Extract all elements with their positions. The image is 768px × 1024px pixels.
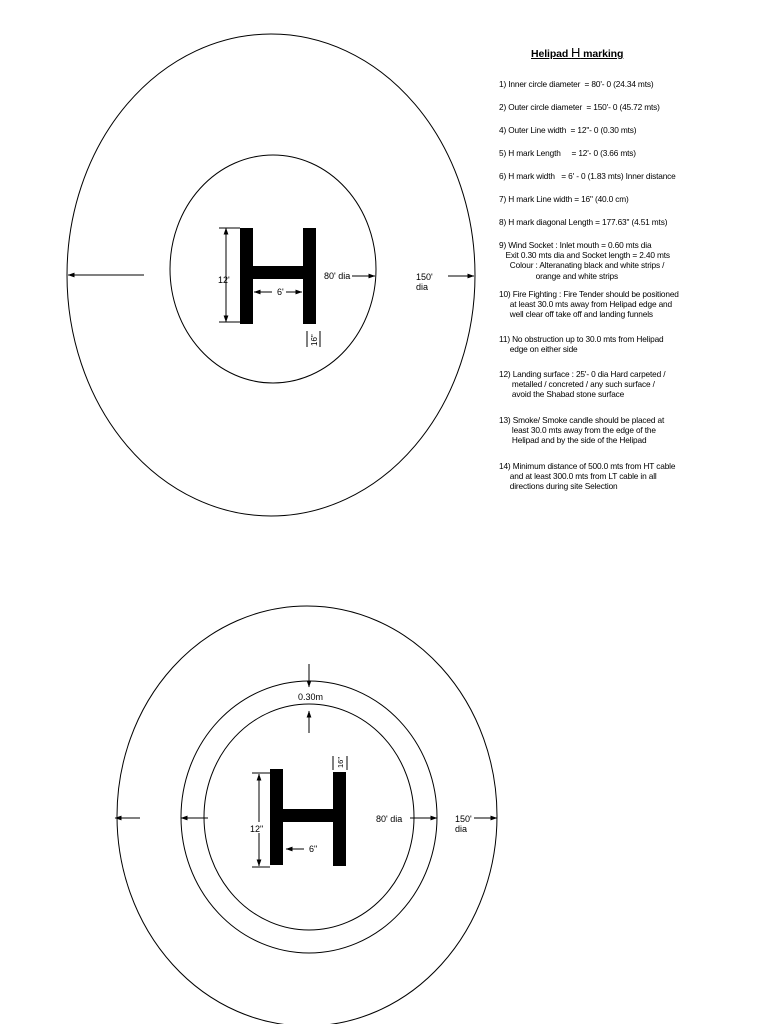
- helipad-diagram-2: [115, 606, 497, 1024]
- note-item: 10) Fire Fighting : Fire Tender should be positioned at least 30.0 mts away from Helipad edge and well clear off take off and landing funnels: [499, 289, 679, 320]
- title-suffix: marking: [580, 48, 624, 60]
- outer-dia-label-2: dia: [416, 282, 429, 292]
- h-right-bar: [303, 228, 316, 324]
- note-item: 13) Smoke/ Smoke candle should be placed at least 30.0 mts away from the edge of the Helipad and by the side of the Helipad: [499, 415, 665, 446]
- h-left-bar: [270, 769, 283, 865]
- note-item: 11) No obstruction up to 30.0 mts from Helipad edge on either side: [499, 334, 664, 355]
- note-item: 14) Minimum distance of 500.0 mts from HT cable and at least 300.0 mts from LT cable in all directions during site Selection: [499, 461, 676, 492]
- height-label: 12": [250, 824, 264, 834]
- inner-dia-label: 80' dia: [376, 814, 403, 824]
- note-item: 5) H mark Length = 12'- 0 (3.66 mts): [499, 148, 636, 158]
- note-item: 4) Outer Line width = 12"- 0 (0.30 mts): [499, 125, 637, 135]
- note-item: 1) Inner circle diameter = 80'- 0 (24.34 mts): [499, 79, 654, 89]
- width-label: 6': [277, 287, 284, 297]
- h-mark: [240, 228, 316, 324]
- h-mark: [270, 769, 346, 866]
- note-item: 9) Wind Socket : Inlet mouth = 0.60 mts dia Exit 0.30 mts dia and Socket length = 2.40 mts Colour : Alteranating black and white strips / orange and white strips: [499, 240, 670, 281]
- width-label: 6": [309, 844, 318, 854]
- title-prefix: Helipad: [531, 48, 572, 60]
- note-item: 8) H mark diagonal Length = 177.63" (4.51 mts): [499, 217, 668, 227]
- inner-dia-label: 80' dia: [324, 271, 351, 281]
- outer-dia-label-1: 150': [416, 272, 433, 282]
- note-item: 12) Landing surface : 25'- 0 dia Hard carpeted / metalled / concreted / any such surface / avoid the Shabad stone surface: [499, 369, 666, 400]
- h-right-bar: [333, 772, 346, 866]
- h-crossbar: [283, 809, 333, 822]
- note-item: 7) H mark Line width = 16" (40.0 cm): [499, 194, 629, 204]
- h-left-bar: [240, 228, 253, 324]
- helipad-diagram-1: [67, 34, 475, 516]
- note-item: 2) Outer circle diameter = 150'- 0 (45.72 mts): [499, 102, 660, 112]
- h-crossbar: [253, 266, 303, 279]
- outer-dia-label-2: dia: [455, 824, 468, 834]
- line-width-label: 0.30m: [298, 692, 324, 702]
- title-h-letter: H: [571, 45, 581, 60]
- note-item: 6) H mark width = 6' - 0 (1.83 mts) Inner distance: [499, 171, 676, 181]
- line-width-label: 16": [310, 334, 319, 346]
- height-label: 12': [218, 275, 230, 285]
- page-title: [531, 45, 623, 60]
- outer-dia-label-1: 150': [455, 814, 472, 824]
- bar-width-label: 16": [336, 756, 345, 768]
